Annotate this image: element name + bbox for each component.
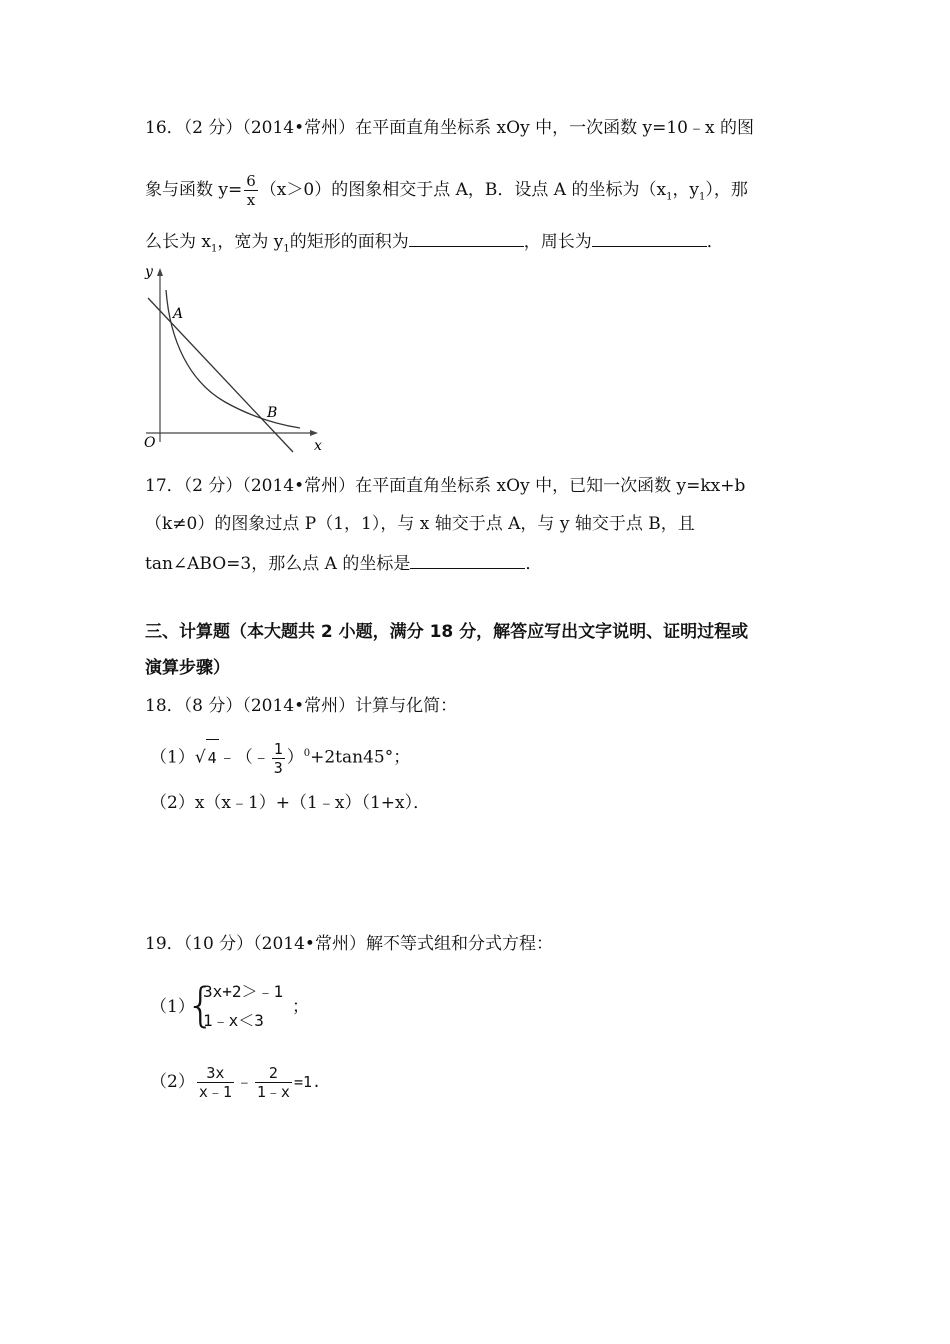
hyperbola-curve — [166, 290, 300, 428]
q19-p1-label: （1） — [150, 997, 195, 1017]
q19-p1-inequality1: 3x+2＞﹣1 — [203, 982, 284, 1001]
q18-title: 18．（8 分）（2014•常州）计算与化简： — [145, 696, 458, 716]
q17-line3 — [145, 550, 542, 576]
q18-p1-frac-num: 1 — [273, 739, 283, 758]
q18-p1-text-b: ） — [286, 747, 304, 768]
q16-line3 — [145, 228, 724, 261]
point-a-label: A — [173, 306, 184, 322]
q19-p2-f1-num: 3x — [197, 1064, 234, 1083]
q16-area-blank — [409, 228, 524, 247]
q18-part2: （2）x（x﹣1）+（1﹣x）（1+x）． — [150, 793, 431, 813]
q18-p1-text-c: +2tan45°； — [310, 747, 411, 768]
q19-p2-f2-den: 1﹣x — [256, 1083, 290, 1101]
q16-sub4: 1 — [283, 243, 290, 255]
linear-function-line — [148, 298, 293, 452]
q19-p2-end: =1. — [293, 1073, 322, 1091]
q16-text-i: ． — [706, 232, 724, 252]
q16-sub1: 1 — [666, 191, 673, 203]
q17-answer-blank — [410, 550, 525, 569]
section3-heading-line2: 演算步骤） — [145, 658, 230, 678]
q18-p1-text-a: ﹣（﹣ — [218, 747, 270, 768]
x-axis-arrow — [310, 430, 318, 436]
q16-frac-den: x — [246, 191, 256, 209]
q19-p2-label: （2） — [150, 1072, 195, 1092]
q19-p2-f1-den: x﹣1 — [198, 1083, 232, 1101]
q18-p1-label: （1） — [150, 747, 195, 768]
q17-text-b: ． — [525, 554, 543, 574]
q16-line2 — [145, 172, 748, 209]
section3-heading-line1: 三、计算题（本大题共 2 小题，满分 18 分，解答应写出文字说明、证明过程或 — [145, 622, 749, 642]
q19-p2-f2-num: 2 — [255, 1064, 292, 1083]
q17-line2: （k≠0）的图象过点 P（1，1），与 x 轴交于点 A，与 y 轴交于点 B，且 — [145, 514, 695, 534]
q16-perimeter-blank — [592, 228, 707, 247]
q19-title: 19．（10 分）（2014•常州）解不等式组和分式方程： — [145, 934, 553, 954]
q16-sub3: 1 — [211, 243, 218, 255]
q19-p2-fraction2 — [255, 1064, 292, 1101]
q19-part2 — [150, 1062, 321, 1102]
q16-text-f: ，宽为 y — [217, 232, 284, 252]
q17-line1: 17．（2 分）（2014•常州）在平面直角坐标系 xOy 中，已知一次函数 y=kx+b — [145, 476, 746, 496]
q16-text-c: ，y — [672, 180, 700, 200]
q16-text-a: 象与函数 y= — [145, 180, 243, 200]
point-b-label: B — [267, 405, 278, 421]
left-brace-icon: { — [186, 978, 216, 1032]
q16-sub2: 1 — [699, 191, 706, 203]
sqrt-icon: √ — [194, 747, 206, 768]
y-axis-arrow — [157, 268, 163, 276]
q16-text-e: 么长为 x — [145, 232, 211, 252]
x-axis-label: x — [314, 438, 322, 454]
q16-text-b: （x＞0）的图象相交于点 A，B．设点 A 的坐标为（x — [259, 180, 667, 200]
q16-frac-num: 6 — [246, 172, 256, 190]
q16-text-d: ），那 — [705, 180, 748, 200]
q19-p1-inequality2: 1﹣x＜3 — [203, 1011, 264, 1030]
q16-fraction — [244, 172, 258, 209]
origin-label: O — [144, 435, 156, 451]
q19-p2-minus: ﹣ — [235, 1072, 253, 1092]
q18-part1 — [150, 736, 410, 777]
q18-p1-frac-den: 3 — [273, 758, 283, 777]
q18-p1-sqrt-value: 4 — [206, 739, 219, 776]
q18-p1-fraction — [272, 740, 285, 777]
q16-graph — [140, 262, 340, 457]
y-axis-label: y — [145, 264, 153, 280]
q16-text-h: ，周长为 — [523, 232, 592, 252]
q16-text-g: 的矩形的面积为 — [289, 232, 409, 252]
q17-text-a: tan∠ABO=3，那么点 A 的坐标是 — [145, 554, 411, 574]
q16-line1: 16．（2 分）（2014•常州）在平面直角坐标系 xOy 中，一次函数 y=10﹣x 的图 — [145, 118, 754, 138]
q19-p2-fraction1 — [197, 1064, 234, 1101]
q19-p1-end: ； — [292, 997, 309, 1017]
q18-p1-sup: 0 — [303, 748, 311, 759]
